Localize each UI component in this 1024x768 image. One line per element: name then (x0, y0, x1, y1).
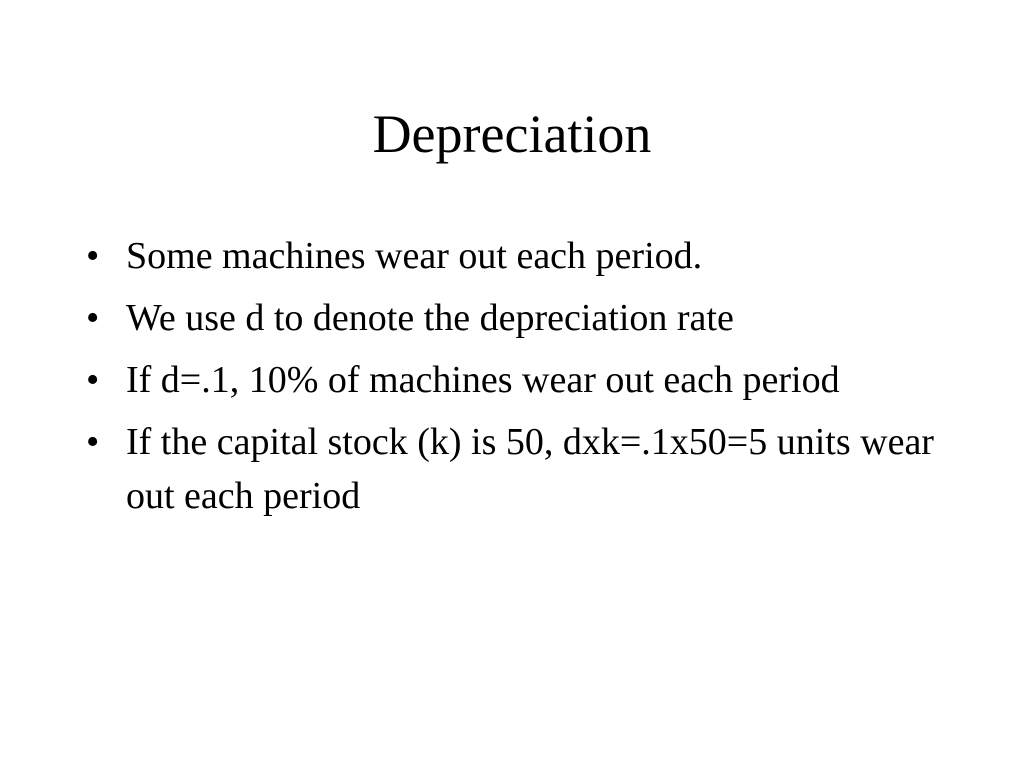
bullet-item (86, 415, 946, 523)
bullet-item (86, 229, 946, 283)
bullet-text: Some machines wear out each period. (126, 235, 703, 277)
bullet-dot-icon: • (86, 297, 100, 339)
bullet-item (86, 291, 946, 345)
slide-title: Depreciation (372, 104, 652, 164)
bullet-dot-icon: • (86, 359, 100, 401)
bullet-text: We use d to denote the depreciation rate (126, 297, 734, 339)
bullet-item (86, 353, 946, 407)
bullet-dot-icon: • (86, 235, 100, 277)
bullet-list (86, 229, 946, 531)
bullet-text: If the capital stock (k) is 50, dxk=.1x50=5 units wear out each period (126, 421, 934, 517)
bullet-dot-icon: • (86, 421, 100, 463)
bullet-text: If d=.1, 10% of machines wear out each period (126, 359, 840, 401)
